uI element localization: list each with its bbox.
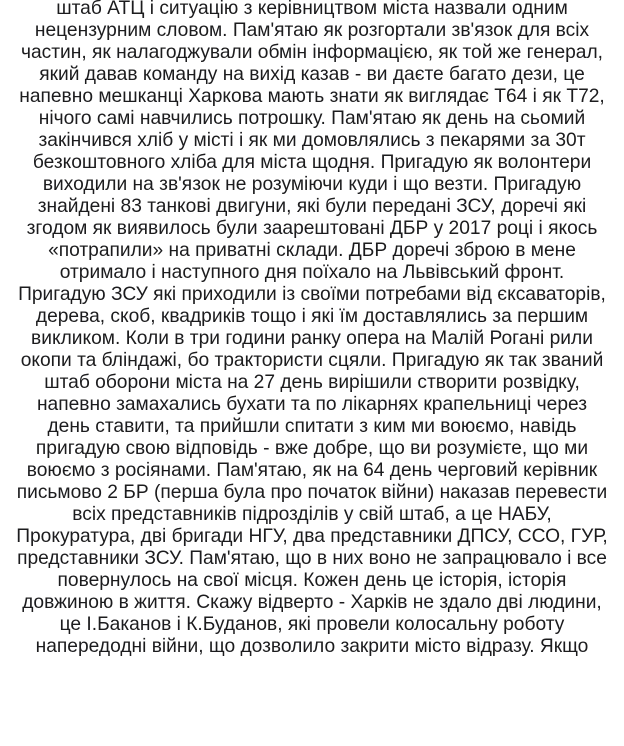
text-line: окопи та бліндажі, бо трактористи сцяли. Пригадую як так званий <box>20 350 604 371</box>
text-line: частин, як налагоджували обмін інформацією, як той же генерал, <box>20 42 604 63</box>
text-line: закінчився хліб у місті і як ми домовлялись з пекарями за 30т <box>38 130 586 151</box>
text-line: «потрапили» на приватні склади. ДБР доречі зброю в мене <box>48 240 576 261</box>
text-line: воюємо з росіянами. Пам'ятаю, як на 64 день черговий керівник <box>26 460 598 481</box>
text-line: представники ЗСУ. Пам'ятаю, що в них воно не запрацювало і все <box>17 548 607 569</box>
text-line: напевно мешканці Харкова мають знати як виглядає Т64 і як Т72, <box>19 86 605 107</box>
text-line: письмово 2 БР (перша була про початок війни) наказав перевести <box>16 482 608 503</box>
text-line: пригадую свою відповідь - вже добре, що ви розумієте, що ми <box>35 438 589 459</box>
text-line: напередодні війни, що дозволило закрити місто відразу. Якщо <box>35 636 589 657</box>
text-line: дерева, скоб, квадриків тощо і які їм доставлялись за першим <box>35 306 589 327</box>
text-line: який давав команду на вихід казав - ви даєте багато дези, це <box>39 64 585 85</box>
text-line: день ставити, та прийшли спитати з ким ми воюємо, навідь <box>47 416 577 437</box>
text-line: штаб АТЦ і ситуацію з керівництвом міста назвали одним <box>56 0 568 19</box>
text-line: повернулось на свої місця. Кожен день це історія, історія <box>57 570 567 591</box>
text-line: Пригадую ЗСУ які приходили із своїми потребами від єксаваторів, <box>18 284 606 305</box>
text-line: отримало і наступного дня поїхало на Львівський фронт. <box>59 262 565 283</box>
text-line: напевно замахались бухати та по лікарнях крапельниці через <box>36 394 588 415</box>
text-line: штаб оборони міста на 27 день вирішили створити розвідку, <box>44 372 580 393</box>
text-line: згодом як виявилось були заарештовані ДБР у 2017 році і якось <box>26 218 598 239</box>
text-line: виходили на зв'язок не розуміючи куди і що везти. Пригадую <box>42 174 582 195</box>
text-line: нецензурним словом. Пам'ятаю як розгортали зв'язок для всіх <box>34 20 590 41</box>
text-line: нічого самі навчились потрошку. Пам'ятаю як день на сьомий <box>38 108 586 129</box>
text-line: Прокуратура, дві бригади НГУ, два представники ДПСУ, ССО, ГУР, <box>16 526 608 547</box>
text-line: викликом. Коли в три години ранку опера на Малій Рогані рили <box>31 328 593 349</box>
text-line: всіх представників підрозділів у свій штаб, а це НАБУ, <box>72 504 552 525</box>
text-line: це І.Баканов і К.Буданов, які провели колосальну роботу <box>59 614 565 635</box>
text-line: знайдені 83 танкові двигуни, які були передані ЗСУ, доречі які <box>37 196 587 217</box>
text-line: безкоштовного хліба для міста щодня. Пригадую як волонтери <box>32 152 592 173</box>
text-line: довжиною в життя. Скажу відверто - Харків не здало дві людини, <box>22 592 602 613</box>
